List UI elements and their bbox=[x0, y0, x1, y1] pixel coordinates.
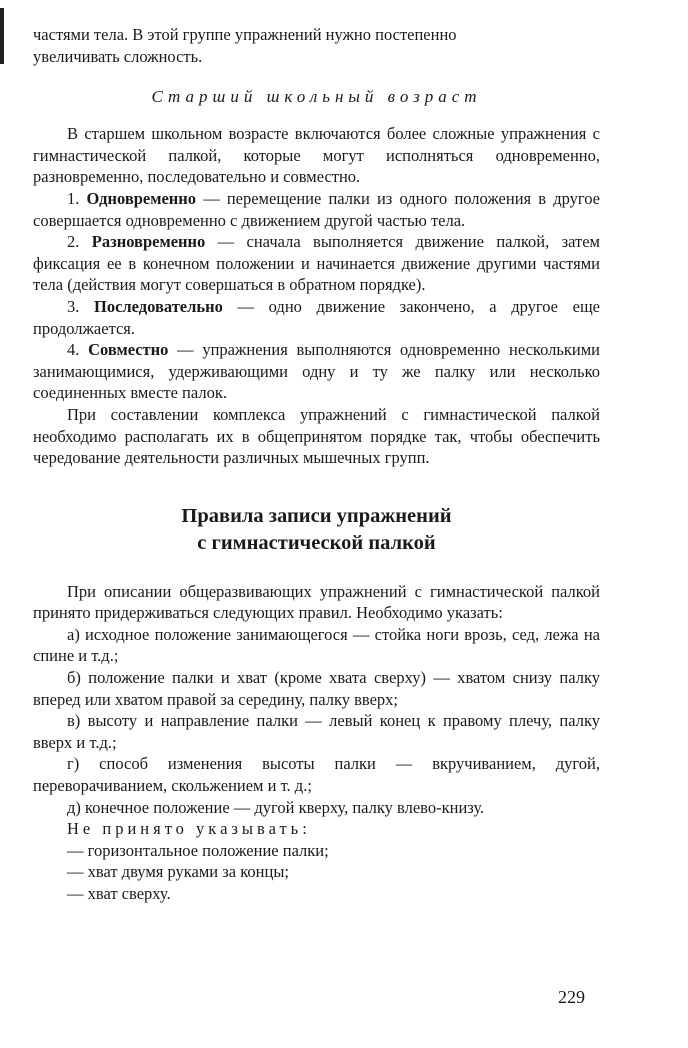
rule-item-a: а) исходное положение занимающегося — стойка ноги врозь, сед, лежа на спине и т.д.; bbox=[33, 624, 600, 666]
age-subheading: Старший школьный возраст bbox=[151, 87, 482, 107]
item-term: Разновременно bbox=[91, 232, 206, 252]
section-title-line-2: с гимнастической палкой bbox=[197, 531, 436, 554]
list-item-4 bbox=[33, 339, 600, 404]
not-needed-item-1: — горизонтальное положение палки; bbox=[67, 840, 329, 860]
item-text: — сначала выполняется движение палкой, затем фиксация ее в конечном положении и начинается движение другими частями тела (действия могут совершаться в обратном порядке). bbox=[33, 232, 600, 295]
item-number: 2. bbox=[67, 232, 80, 252]
list-item-1 bbox=[33, 188, 600, 231]
not-needed-item-2: — хват двумя руками за концы; bbox=[67, 862, 289, 882]
paragraph-intro: В старшем школьном возрасте включаются более сложные упражнения с гимнастической палкой, которые могут исполняться одновременно, разновременно, последовательно и совместно. bbox=[33, 124, 600, 187]
page-number: 229 bbox=[558, 987, 585, 1007]
item-number: 3. bbox=[67, 296, 80, 316]
item-number: 1. bbox=[67, 188, 80, 208]
list-item-2 bbox=[33, 231, 600, 296]
item-term: Совместно bbox=[88, 340, 169, 360]
item-term: Одновременно bbox=[86, 188, 197, 208]
paragraph-rules-intro: При описании общеразвивающих упражнений с гимнастической палкой принято придерживаться следующих правил. Необходимо указать: bbox=[33, 581, 600, 623]
not-needed-label: Не принято указывать: bbox=[67, 819, 311, 839]
not-needed-item-3: — хват сверху. bbox=[67, 884, 171, 903]
item-text: — упражнения выполняются одновременно несколькими занимающимися, удерживающими одну и ту же палку или несколько соединенных вместе палок. bbox=[33, 340, 600, 403]
section-title bbox=[33, 503, 600, 557]
item-term: Последовательно bbox=[94, 296, 223, 316]
rule-item-b: б) положение палки и хват (кроме хвата сверху) — хватом снизу палку вперед или хватом правой за середину, палку вверх; bbox=[33, 668, 600, 709]
paragraph-complex: При составлении комплекса упражнений с гимнастической палкой необходимо располагать их в общепринятом порядке так, чтобы обеспечить чередование деятельности различных мышечных групп. bbox=[33, 404, 600, 468]
intro-line-1: частями тела. В этой группе упражнений нужно постепенно bbox=[33, 25, 457, 44]
scan-edge-mark bbox=[0, 8, 4, 64]
section-title-line-1: Правила записи упражнений bbox=[181, 504, 452, 527]
item-text: — перемещение палки из одного положения в другое совершается одновременно с движением другой частью тела. bbox=[33, 188, 600, 230]
rule-item-d: г) способ изменения высоты палки — вкручиванием, дугой, переворачиванием, скольжением и т. д.; bbox=[33, 754, 600, 796]
list-item-3 bbox=[33, 296, 600, 339]
rule-item-c: в) высоту и направление палки — левый конец к правому плечу, палку вверх и т.д.; bbox=[33, 711, 600, 752]
item-number: 4. bbox=[67, 340, 80, 360]
rule-item-e: д) конечное положение — дугой кверху, палку влево-книзу. bbox=[67, 797, 485, 817]
item-text: — одно движение закончено, а другое еще продолжается. bbox=[33, 296, 600, 338]
intro-line-2: увеличивать сложность. bbox=[33, 46, 203, 66]
page-content bbox=[33, 24, 600, 905]
